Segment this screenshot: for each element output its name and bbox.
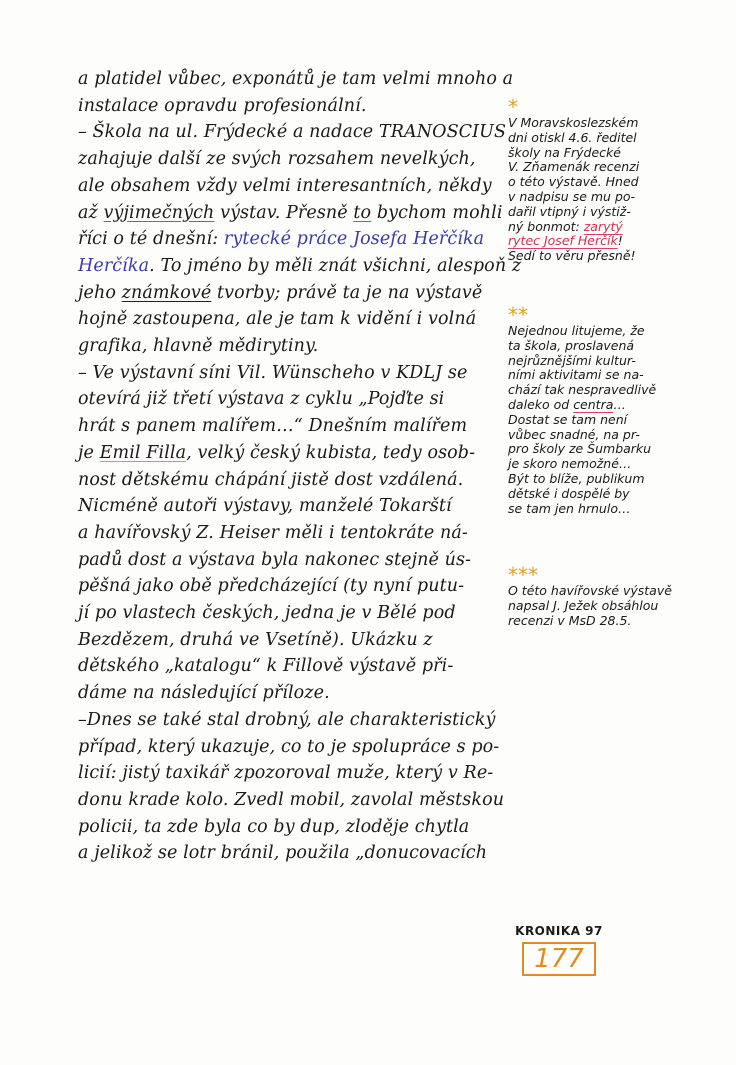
text-line: licií: jistý taxikář zpozoroval muže, který v Re- <box>78 763 494 784</box>
note-line: se tam jen hrnulo… <box>508 500 631 516</box>
side-note-1 <box>508 95 708 264</box>
text-fragment: , velký český kubista, tedy osob- <box>186 442 476 463</box>
text-line: – Ve výstavní síni Vil. Wünscheho v KDLJ se <box>78 362 468 383</box>
note-fragment: ! <box>617 233 623 249</box>
text-fragment: až <box>78 202 104 223</box>
star-marker: *** <box>508 563 538 587</box>
text-line: jí po vlastech českých, jedna je v Bělé pod <box>78 603 456 624</box>
note-line: v nadpisu se mu po- <box>508 188 636 204</box>
note-line: V. Zňamenák recenzi <box>508 159 640 175</box>
note-line: o této výstavě. Hned <box>508 174 639 190</box>
text-line: grafika, hlavně mědirytiny. <box>78 336 319 357</box>
note-line: ními aktivitami se na- <box>508 367 644 383</box>
text-line: Bezdězem, druhá ve Vsetíně). Ukázku z <box>78 629 433 650</box>
text-line: –Dnes se také stal drobný, ale charakteristický <box>78 709 496 730</box>
text-line: ale obsahem vždy velmi interesantních, někdy <box>78 175 492 196</box>
note-line: ta škola, proslavená <box>508 337 635 353</box>
underlined-word: centra <box>573 396 614 412</box>
note-line <box>508 220 708 235</box>
text-line: hojně zastoupena, ale je tam k vidění i volná <box>78 309 477 330</box>
text-line <box>78 280 498 307</box>
note-fragment: ný bonmot: <box>508 218 584 234</box>
star-marker: * <box>508 95 518 119</box>
page-footer <box>514 924 604 976</box>
text-line: zahajuje další ze svých rozsahem nevelkých, <box>78 149 476 170</box>
side-note-3 <box>508 563 708 628</box>
exhibition-title: rytecké práce Josefa Heřčíka <box>223 229 485 250</box>
note-line: dni otiskl 4.6. ředitel <box>508 129 637 145</box>
text-line: donu krade kolo. Zvedl mobil, zavolal městskou <box>78 789 505 810</box>
text-line <box>78 253 522 280</box>
note-line: dařil vtipný i výstiž- <box>508 203 631 219</box>
note-line: školy na Frýdecké <box>508 144 621 160</box>
note-line: pro školy ze Šumbarku <box>508 441 652 457</box>
text-line: – Škola na ul. Frýdecké a nadace TRANOSCIUS <box>78 122 507 143</box>
note-line: Dostat se tam není <box>508 411 628 427</box>
side-note-2 <box>508 303 708 516</box>
text-fragment: výstav. Přesně <box>214 202 354 223</box>
text-line: padů dost a výstava byla nakonec stejně ús- <box>78 549 472 570</box>
star-marker: ** <box>508 303 528 327</box>
note-fragment: … <box>613 396 626 412</box>
text-line: hrát s panem malířem…“ Dnešním malířem <box>78 416 468 437</box>
kronika-label: KRONIKA 97 <box>515 924 603 938</box>
text-line: a platidel vůbec, exponátů je tam velmi mnoho a <box>78 69 514 89</box>
underlined-word: to <box>353 202 372 223</box>
text-fragment: bychom mohli <box>371 202 503 223</box>
note-line: napsal J. Ježek obsáhlou <box>508 597 659 613</box>
bonmot-text: rytec Josef Herčík <box>508 233 618 249</box>
text-line: Nicméně autoři výstavy, manželé Tokarští <box>78 496 452 517</box>
text-line: a jelikož se lotr bránil, použila „donucovacích <box>78 843 488 864</box>
text-line <box>78 440 498 467</box>
text-line <box>78 226 498 253</box>
text-line: instalace opravdu profesionální. <box>78 95 367 116</box>
text-line: dáme na následující příloze. <box>78 683 330 704</box>
text-line: dětského „katalogu“ k Fillově výstavě při- <box>78 656 454 677</box>
note-line: Být to blíže, publikum <box>508 470 645 486</box>
main-text-column <box>78 66 522 867</box>
text-line: nost dětskému chápání jistě dost vzdálená. <box>78 469 464 490</box>
text-line: a havířovský Z. Heiser měli i tentokráte ná- <box>78 522 468 543</box>
note-line <box>508 234 708 249</box>
page-number: 177 <box>522 942 596 976</box>
note-line: vůbec snadné, na pr- <box>508 426 640 442</box>
text-line: pěšná jako obě předcházející (ty nyní putu- <box>78 576 465 597</box>
text-fragment: . To jméno by měli znát všichni, alespoň z <box>149 255 522 276</box>
underlined-word: výjimečných <box>103 202 215 223</box>
text-fragment: jeho <box>78 282 122 303</box>
exhibition-title-cont: Herčíka <box>78 255 150 276</box>
text-line: policii, ta zde byla co by dup, zloděje chytla <box>78 816 470 837</box>
note-fragment: daleko od <box>508 396 574 412</box>
note-line: Sedí to věru přesně! <box>508 248 636 264</box>
note-line: nejrůznějšími kultur- <box>508 352 636 368</box>
text-line: otevírá již třetí výstava z cyklu „Pojďte si <box>78 389 445 410</box>
note-line: V Moravskoslezském <box>508 115 639 130</box>
text-fragment: říci o té dnešní: <box>78 229 224 250</box>
bonmot-text: zarytý <box>583 218 623 234</box>
note-line: je skoro nemožné… <box>508 456 632 472</box>
underlined-word: známkové <box>121 282 212 303</box>
text-fragment: je <box>78 442 100 463</box>
text-fragment: tvorby; právě ta je na výstavě <box>211 282 483 303</box>
note-line: recenzi v MsD 28.5. <box>508 612 632 628</box>
note-line: chází tak nespravedlivě <box>508 382 657 398</box>
text-line <box>78 200 503 227</box>
note-line: Nejednou litujeme, že <box>508 323 645 338</box>
text-line: případ, který ukazuje, co to je spolupráce s po- <box>78 736 500 757</box>
underlined-name: Emil Filla <box>99 442 187 463</box>
note-line: dětské i dospělé by <box>508 485 630 501</box>
note-line: O této havířovské výstavě <box>508 583 672 598</box>
note-line <box>508 398 708 413</box>
